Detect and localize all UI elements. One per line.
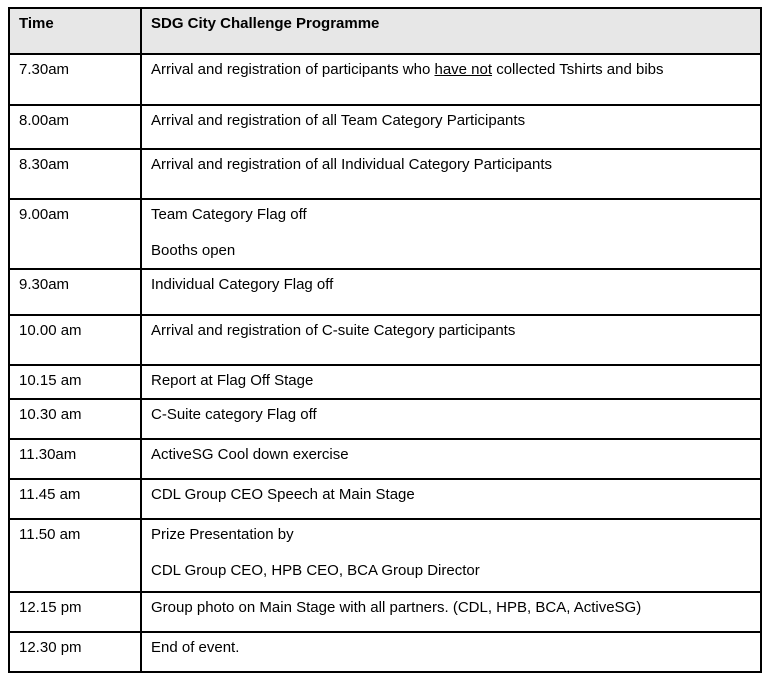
programme-cell (141, 199, 761, 269)
programme-line (151, 242, 752, 260)
column-header-programme: SDG City Challenge Programme (141, 8, 761, 54)
text-segment: Group photo on Main Stage with all partners. (CDL, HPB, BCA, ActiveSG) (151, 599, 642, 616)
programme-line (151, 562, 752, 580)
programme-line (151, 372, 752, 390)
programme-line (151, 206, 752, 224)
time-cell: 8.30am (9, 149, 141, 199)
programme-line (151, 526, 752, 544)
table-row (9, 439, 761, 479)
header-row (9, 8, 761, 54)
text-segment: CDL Group CEO, HPB CEO, BCA Group Director (151, 562, 480, 579)
programme-cell (141, 439, 761, 479)
time-cell: 12.30 pm (9, 632, 141, 672)
text-segment: C-Suite category Flag off (151, 406, 317, 423)
table-row (9, 479, 761, 519)
programme-cell (141, 592, 761, 632)
time-cell: 10.00 am (9, 315, 141, 365)
programme-line (151, 486, 752, 504)
time-cell: 11.30am (9, 439, 141, 479)
table-row (9, 315, 761, 365)
text-segment: collected Tshirts and bibs (492, 61, 664, 78)
programme-cell (141, 365, 761, 399)
programme-cell (141, 54, 761, 105)
time-cell: 10.15 am (9, 365, 141, 399)
time-cell: 11.45 am (9, 479, 141, 519)
text-segment: End of event. (151, 639, 240, 656)
programme-table-body (9, 54, 761, 672)
time-cell: 9.30am (9, 269, 141, 315)
table-row (9, 592, 761, 632)
programme-cell (141, 315, 761, 365)
programme-line (151, 156, 752, 174)
table-row (9, 105, 761, 149)
table-row (9, 399, 761, 439)
time-cell: 11.50 am (9, 519, 141, 592)
programme-line (151, 112, 752, 130)
table-row (9, 519, 761, 592)
programme-cell (141, 632, 761, 672)
programme-line (151, 639, 752, 657)
underlined-text: have not (434, 61, 493, 78)
text-segment: CDL Group CEO Speech at Main Stage (151, 486, 415, 503)
programme-line (151, 446, 752, 464)
table-row (9, 269, 761, 315)
programme-cell (141, 519, 761, 592)
time-cell: 7.30am (9, 54, 141, 105)
text-segment: Team Category Flag off (151, 206, 307, 223)
text-segment: Arrival and registration of all Individual Category Participants (151, 156, 553, 173)
table-row (9, 199, 761, 269)
text-segment: ActiveSG Cool down exercise (151, 446, 349, 463)
text-segment: Individual Category Flag off (151, 276, 334, 293)
programme-cell (141, 149, 761, 199)
text-segment: Prize Presentation by (151, 526, 294, 543)
text-segment: Arrival and registration of participants who (151, 61, 435, 78)
programme-line (151, 276, 752, 294)
table-row (9, 149, 761, 199)
table-row (9, 54, 761, 105)
programme-line (151, 599, 752, 617)
programme-line (151, 61, 752, 79)
column-header-time: Time (9, 8, 141, 54)
table-row (9, 632, 761, 672)
table-row (9, 365, 761, 399)
time-cell: 10.30 am (9, 399, 141, 439)
programme-line (151, 406, 752, 424)
time-cell: 12.15 pm (9, 592, 141, 632)
programme-cell (141, 269, 761, 315)
programme-table (8, 7, 762, 673)
programme-cell (141, 479, 761, 519)
text-segment: Report at Flag Off Stage (151, 372, 314, 389)
programme-cell (141, 399, 761, 439)
text-segment: Arrival and registration of all Team Category Participants (151, 112, 526, 129)
programme-cell (141, 105, 761, 149)
text-segment: Booths open (151, 242, 236, 259)
programme-table-header (9, 8, 761, 54)
programme-line (151, 322, 752, 340)
time-cell: 8.00am (9, 105, 141, 149)
text-segment: Arrival and registration of C-suite Category participants (151, 322, 516, 339)
time-cell: 9.00am (9, 199, 141, 269)
